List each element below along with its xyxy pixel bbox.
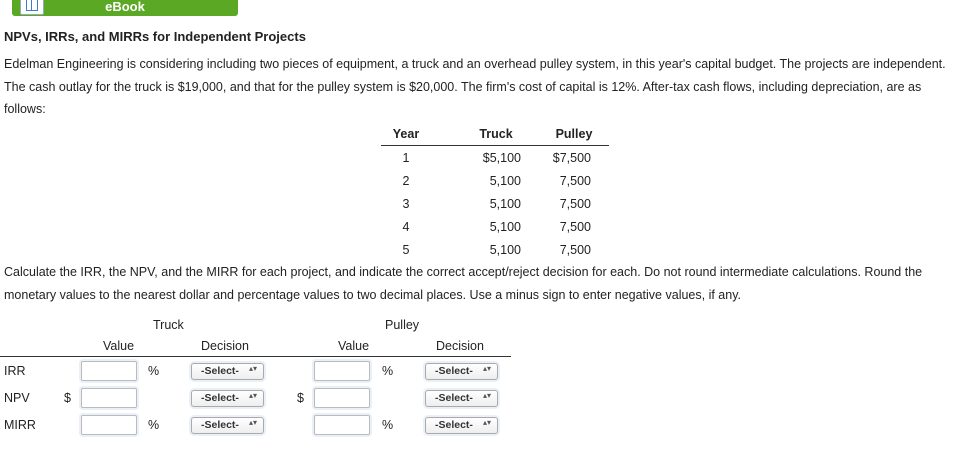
ebook-label: eBook bbox=[105, 0, 145, 14]
cell-pulley: $7,500 bbox=[552, 150, 591, 165]
pulley-npv-decision-select[interactable] bbox=[425, 390, 498, 407]
problem-intro: Edelman Engineering is considering including two pieces of equipment, a truck and an overhead pulley system, in this year's capital budget. The projects are independent. The cash outlay for the truck is $19,000, and that for the pulley system is $20,000. The firm's cost of capital is 12%. After-tax cash flows, including depreciation, are as follows: bbox=[4, 57, 946, 116]
group-header-pulley: Pulley bbox=[385, 318, 420, 332]
truck-mirr-decision-select[interactable] bbox=[191, 417, 264, 434]
truck-irr-decision-select[interactable] bbox=[191, 363, 264, 380]
cell-year: 2 bbox=[402, 173, 410, 188]
updown-arrow-icon: ▴▾ bbox=[248, 391, 257, 400]
cell-truck: $5,100 bbox=[482, 150, 521, 165]
cell-truck: 5,100 bbox=[489, 173, 521, 188]
table-row bbox=[381, 192, 609, 215]
pulley-mirr-decision-select[interactable] bbox=[425, 417, 498, 434]
select-label: -Select- bbox=[201, 365, 239, 377]
row-label-npv: NPV bbox=[4, 391, 30, 405]
col-header-pulley: Pulley bbox=[521, 123, 609, 146]
table-header-row bbox=[381, 123, 609, 146]
row-label-mirr: MIRR bbox=[4, 418, 36, 432]
pulley-irr-input[interactable] bbox=[314, 361, 370, 381]
cell-truck: 5,100 bbox=[489, 196, 521, 211]
pulley-irr-percent: % bbox=[382, 364, 394, 378]
row-label-irr: IRR bbox=[4, 364, 26, 378]
select-label: -Select- bbox=[435, 365, 473, 377]
truck-npv-dollar: $ bbox=[64, 391, 71, 405]
col-header-year: Year bbox=[381, 123, 431, 146]
truck-irr-input[interactable] bbox=[81, 361, 137, 381]
cell-truck: 5,100 bbox=[489, 219, 521, 234]
col-header-truck: Truck bbox=[431, 123, 521, 146]
cell-year: 5 bbox=[402, 242, 410, 257]
problem-title: NPVs, IRRs, and MIRRs for Independent Projects bbox=[4, 29, 306, 44]
updown-arrow-icon: ▴▾ bbox=[248, 418, 257, 427]
updown-arrow-icon: ▴▾ bbox=[482, 391, 491, 400]
cell-year: 1 bbox=[402, 150, 410, 165]
cash-flow-table bbox=[381, 123, 609, 261]
table-row bbox=[381, 146, 609, 170]
pulley-mirr-input[interactable] bbox=[314, 415, 370, 435]
cell-pulley: 7,500 bbox=[559, 196, 591, 211]
cell-pulley: 7,500 bbox=[559, 219, 591, 234]
updown-arrow-icon: ▴▾ bbox=[482, 418, 491, 427]
updown-arrow-icon: ▴▾ bbox=[248, 364, 257, 373]
cell-truck: 5,100 bbox=[489, 242, 521, 257]
pulley-mirr-percent: % bbox=[382, 418, 394, 432]
instructions: Calculate the IRR, the NPV, and the MIRR for each project, and indicate the correct accept/reject decision for each. Do not round intermediate calculations. Round the monetary values to the nearest dollar and percentage values to two decimal places. Use a minus sign to enter negative values, if any. bbox=[4, 265, 923, 302]
truck-mirr-percent: % bbox=[148, 418, 160, 432]
table-row bbox=[381, 169, 609, 192]
truck-mirr-input[interactable] bbox=[81, 415, 137, 435]
col-header-pulley-value: Value bbox=[338, 339, 370, 353]
select-label: -Select- bbox=[201, 419, 239, 431]
cell-pulley: 7,500 bbox=[559, 242, 591, 257]
cell-pulley: 7,500 bbox=[559, 173, 591, 188]
header-divider bbox=[0, 356, 511, 357]
select-label: -Select- bbox=[435, 419, 473, 431]
pulley-npv-dollar: $ bbox=[297, 391, 304, 405]
cell-year: 4 bbox=[402, 219, 410, 234]
pulley-irr-decision-select[interactable] bbox=[425, 363, 498, 380]
col-header-pulley-decision: Decision bbox=[436, 339, 484, 353]
truck-irr-percent: % bbox=[148, 364, 160, 378]
pulley-npv-input[interactable] bbox=[314, 388, 370, 408]
col-header-truck-value: Value bbox=[103, 339, 135, 353]
truck-npv-decision-select[interactable] bbox=[191, 390, 264, 407]
table-row bbox=[381, 238, 609, 261]
col-header-truck-decision: Decision bbox=[201, 339, 249, 353]
group-header-truck: Truck bbox=[153, 318, 184, 332]
truck-npv-input[interactable] bbox=[81, 388, 137, 408]
select-label: -Select- bbox=[201, 392, 239, 404]
table-row bbox=[381, 215, 609, 238]
select-label: -Select- bbox=[435, 392, 473, 404]
cell-year: 3 bbox=[402, 196, 410, 211]
updown-arrow-icon: ▴▾ bbox=[482, 364, 491, 373]
ebook-button[interactable] bbox=[12, 0, 238, 16]
